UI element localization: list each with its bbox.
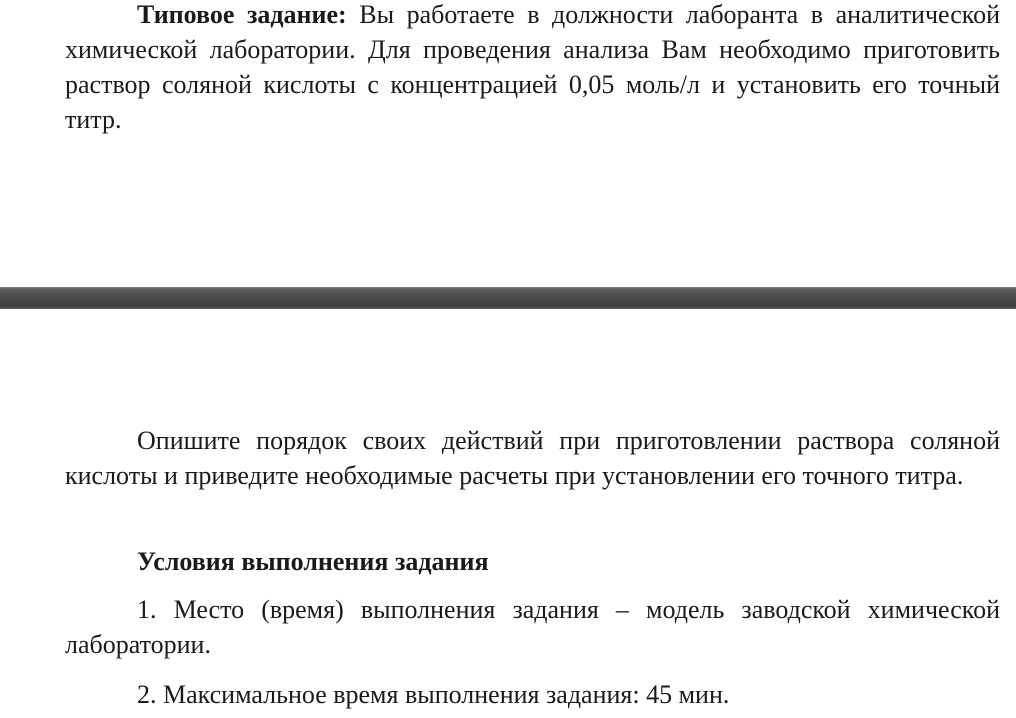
task-prompt: Опишите порядок своих действий при приготовлении раствора соляной кислоты и приведите необходимые расчеты при установлении его точного титра. xyxy=(65,426,1000,490)
task-description xyxy=(65,0,1000,137)
condition-item: 1. Место (время) выполнения задания – модель заводской химической лаборатории. xyxy=(65,595,1000,659)
task-intro-text: Вы работаете в должности лаборанта в аналитической химической лаборатории. Для проведения анализа Вам необходимо приготовить раствор соляной кислоты с концентрацией 0,05 моль/л и установить его точный титр. xyxy=(65,0,1000,134)
page-separator xyxy=(0,287,1016,309)
condition-item: 2. Максимальное время выполнения задания: 45 мин. xyxy=(137,680,730,709)
task-lead-label: Типовое задание: xyxy=(137,0,347,29)
conditions-heading: Условия выполнения задания xyxy=(137,547,489,576)
